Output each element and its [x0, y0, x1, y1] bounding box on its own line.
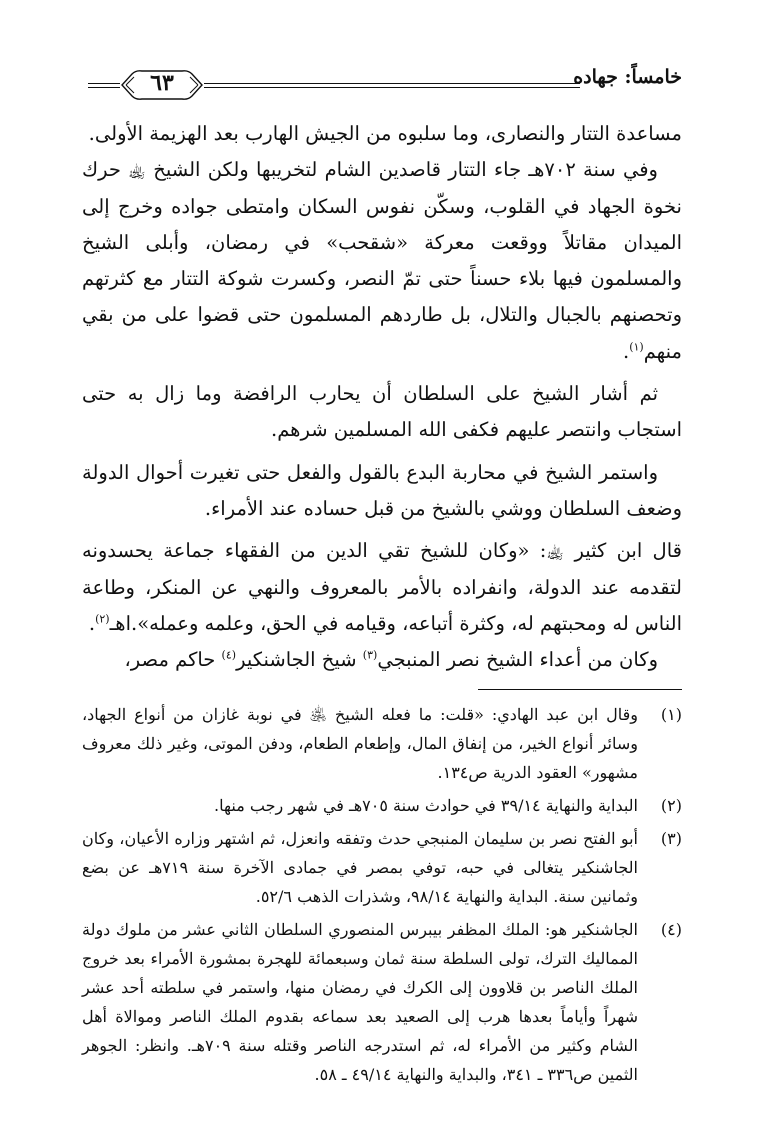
paragraph-6 — [82, 642, 682, 678]
page-number-frame — [120, 66, 204, 104]
paragraph-2 — [82, 152, 682, 370]
paragraph-3: ثم أشار الشيخ على السلطان أن يحارب الرافضة وما زال به حتى استجاب وانتصر عليهم فكفى الله المسلمين شرهم. — [82, 382, 682, 442]
footnotes — [82, 700, 682, 1093]
footnote-text: وقال ابن عبد الهادي: «قلت: ما فعله الشيخ ﵁ في نوبة غازان من أنواع الجهاد، وسائر أنواع الخير، من إنفاق المال، وإطعام الطعام، ودفن الموتى، وغير ذلك معروف مشهور» العقود الدرية ص١٣٤. — [82, 705, 638, 782]
paragraph-6-text-b: شيخ الجاشنكير — [236, 648, 363, 672]
footnote-text: الجاشنكير هو: الملك المظفر بيبرس المنصوري السلطان الثاني عشر من ملوك دولة المماليك الترك، تولى السلطة سنة ثمان وسبعمائة للهجرة بمشورة الأمراء بعد خروج الملك الناصر بن قلاوون إلى الكرك في رمضان منها، واستمر في سلطته أحد عشر شهراً وأياماً بعدها هرب إلى الصعيد بعد سماعه بقدوم الملك الناصر وموالاة أهل الشام وكثير من الأمراء له، ثم استدرجه الناصر وقتله سنة ٧٠٩هـ. وانظر: الجوهر الثمين ص٣٣٦ ـ ٣٤١، والبداية والنهاية ٤٩/١٤ ـ ٥٨. — [82, 920, 638, 1084]
paragraph-4: واستمر الشيخ في محاربة البدع بالقول والفعل حتى تغيرت أحوال الدولة وضعف السلطان ووشي بالشيخ من قبل حساده عند الأمراء. — [82, 460, 682, 520]
footnote-text: البداية والنهاية ٣٩/١٤ في حوادث سنة ٧٠٥هـ في شهر رجب منها. — [214, 796, 638, 815]
paragraph-6-text-a: وكان من أعداء الشيخ نصر المنبجي — [377, 648, 658, 672]
footnote-1 — [82, 700, 682, 787]
paragraph-6-text-c: حاكم مصر، — [124, 648, 222, 672]
footnote-ref-4: (٤) — [221, 648, 237, 662]
paragraph-5-text: قال ابن كثير ﵀: «وكان للشيخ تقي الدين من الفقهاء جماعة يحسدونه لتقدمه عند الدولة، وانفراده بالأمر بالمعروف والنهي عن المنكر، وطاعة الناس له ومحبتهم له، وكثرة أتباعه، وقيامه في الحق، وعلمه وعمله».اهـ — [82, 539, 682, 635]
footnote-divider — [478, 689, 682, 690]
running-title: خامساً: جهاده — [573, 66, 682, 88]
paragraph-2-text: وفي سنة ٧٠٢هـ جاء التتار قاصدين الشام لتخريبها ولكن الشيخ ﵀ حرك نخوة الجهاد في القلوب، وسكّن نفوس السكان وامتطى جواده وخرج إلى الميدان مقاتلاً ووقعت معركة «شقحب» في رمضان، وأبلى الشيخ والمسلمون فيها بلاء حسناً حتى تمّ النصر، وكسرت شوكة التتار مع كثرتهم وتحصنهم بالجبال والتلال، بل طاردهم المسلمون حتى قضوا على من بقي منهم — [82, 158, 682, 363]
footnote-ref-1: (١) — [629, 340, 644, 354]
paragraph-5-end: . — [88, 611, 96, 635]
main-text — [82, 116, 682, 678]
paragraph-5 — [82, 533, 682, 642]
footnote-3 — [82, 824, 682, 911]
header-rule-long — [204, 83, 580, 88]
paragraph-2-end: . — [622, 339, 630, 363]
header-rule-short — [88, 83, 120, 88]
footnote-mark: (٣) — [660, 829, 682, 848]
footnote-ref-3: (٣) — [362, 648, 378, 662]
page-number: ٦٣ — [150, 70, 174, 96]
footnote-mark: (٢) — [660, 796, 682, 815]
footnote-ref-2: (٢) — [95, 612, 110, 626]
paragraph-1: مساعدة التتار والنصارى، وما سلبوه من الجيش الهارب بعد الهزيمة الأولى. — [88, 122, 682, 145]
footnote-mark: (١) — [660, 705, 682, 724]
footnote-2 — [82, 791, 682, 820]
footnote-4 — [82, 915, 682, 1089]
footnote-text: أبو الفتح نصر بن سليمان المنبجي حدث وتفقه وانعزل، ثم اشتهر وزاره الأعيان، وكان الجاشنكير يتغالى في حبه، توفي بمصر في جمادى الآخرة سنة ٧١٩هـ عن بضع وثمانين سنة. البداية والنهاية ٩٨/١٤، وشذرات الذهب ٥٢/٦. — [82, 829, 639, 906]
page-header — [84, 62, 682, 106]
footnote-mark: (٤) — [660, 920, 682, 939]
